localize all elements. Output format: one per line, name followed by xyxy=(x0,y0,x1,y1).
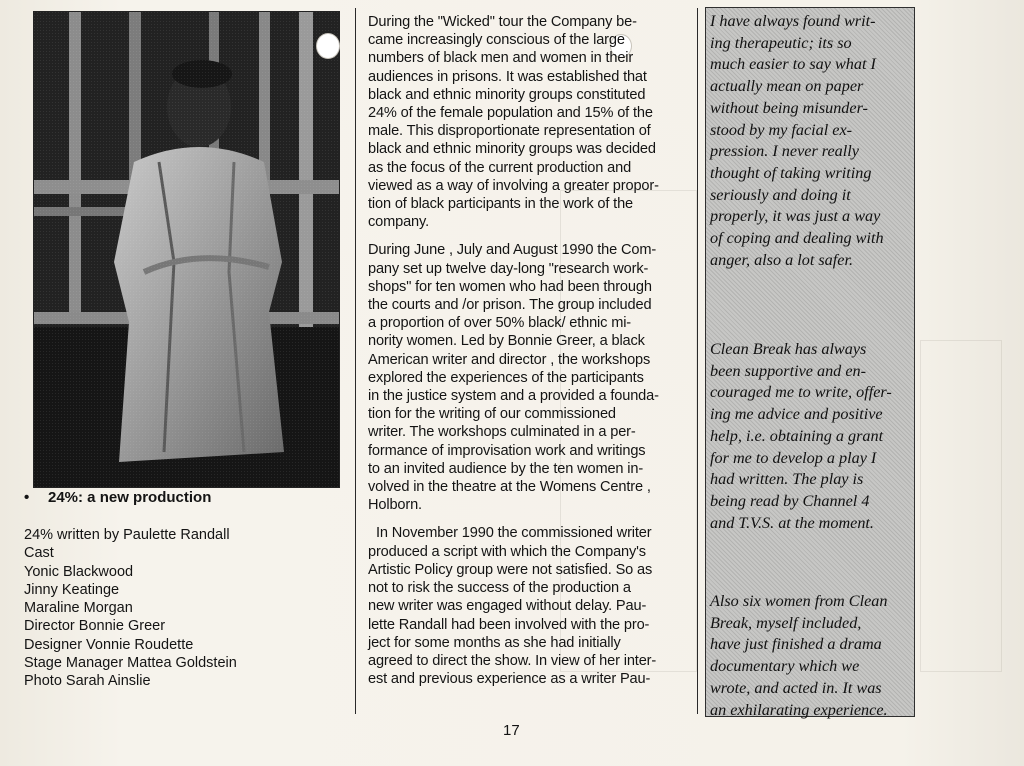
quote-line: seriously and doing it xyxy=(710,185,851,204)
text-line: explored the experiences of the participants xyxy=(368,369,644,386)
quote-line: pression. I never really xyxy=(710,142,859,161)
credit-line: Photo Sarah Ainslie xyxy=(24,673,151,690)
testimonial-quote-1 xyxy=(710,11,884,271)
text-line: During the "Wicked" tour the Company be- xyxy=(368,14,637,30)
text-line: lette Randall had been involved with the pro- xyxy=(368,616,650,633)
quote-line: without being misunder- xyxy=(710,98,868,117)
credit-line: Cast xyxy=(24,545,54,562)
quote-line: help, i.e. obtaining a grant xyxy=(710,426,884,445)
text-line: male. This disproportionate representation of xyxy=(368,123,651,140)
credit-line: Yonic Blackwood xyxy=(24,563,134,580)
text-line: American writer and director , the workshops xyxy=(368,351,651,368)
text-line: the courts and /or prison. The group included xyxy=(368,297,652,314)
text-line: to an invited audience by the ten women in- xyxy=(368,460,644,477)
quote-line: for me to develop a play I xyxy=(710,448,877,467)
text-line: black and ethnic minority groups was decided xyxy=(368,141,656,158)
quote-line: have just finished a drama xyxy=(710,635,882,654)
text-line: new writer was engaged without delay. Pau- xyxy=(368,598,647,615)
quote-line: ing me advice and positive xyxy=(710,405,883,424)
quote-line: ing therapeutic; its so xyxy=(710,33,852,52)
quote-line: Also six women from Clean xyxy=(710,592,888,610)
quote-line: I have always found writ- xyxy=(710,12,876,30)
text-line: black and ethnic minority groups constituted xyxy=(368,86,646,103)
quote-line: been supportive and en- xyxy=(710,361,866,380)
text-line: Holborn. xyxy=(368,497,422,514)
performer-photo xyxy=(33,11,340,488)
text-line: ject for some months as she had initially xyxy=(368,634,621,651)
text-line: shops" for ten women who had been through xyxy=(368,278,652,295)
testimonial-quote-2 xyxy=(710,339,892,534)
quote-line: Clean Break has always xyxy=(710,340,867,358)
quote-line: properly, it was just a way xyxy=(710,207,881,226)
text-line: company. xyxy=(368,214,429,231)
column-rule-left xyxy=(355,8,356,714)
credit-line: 24% written by Paulette Randall xyxy=(24,527,230,543)
text-line: came increasingly conscious of the large xyxy=(368,32,625,49)
text-line: writer. The workshops culminated in a per- xyxy=(368,424,636,441)
text-line: not to risk the success of the production a xyxy=(368,580,631,597)
quote-line: stood by my facial ex- xyxy=(710,120,853,139)
quote-line: being read by Channel 4 xyxy=(710,491,870,510)
bleed-through-shape xyxy=(920,340,1002,672)
testimonial-box xyxy=(705,7,915,717)
text-line: as the focus of the current production and xyxy=(368,159,632,176)
text-line: formance of improvisation work and writings xyxy=(368,442,646,459)
text-line: tion for the writing of our commissioned xyxy=(368,406,616,423)
text-line: a proportion of over 50% black/ ethnic mi- xyxy=(368,315,632,332)
quote-line: Break, myself included, xyxy=(710,613,862,632)
credit-line: Maraline Morgan xyxy=(24,600,133,617)
quote-line: couraged me to write, offer- xyxy=(710,383,892,402)
text-line: nority women. Led by Bonnie Greer, a black xyxy=(368,333,645,350)
quote-line: anger, also a lot safer. xyxy=(710,250,853,269)
text-line: audiences in prisons. It was established that xyxy=(368,68,647,85)
production-credits xyxy=(24,526,344,691)
quote-line: much easier to say what I xyxy=(710,55,876,74)
text-line: viewed as a way of involving a greater propor- xyxy=(368,177,659,194)
quote-line: and T.V.S. at the moment. xyxy=(710,513,874,532)
article-paragraph-2 xyxy=(368,241,688,514)
text-line: produced a script with which the Company's xyxy=(368,543,646,560)
punch-hole xyxy=(316,33,340,59)
performer-photo-image xyxy=(34,12,339,487)
credit-line: Director Bonnie Greer xyxy=(24,618,166,635)
text-line: During June , July and August 1990 the Com- xyxy=(368,242,657,259)
article-paragraph-1 xyxy=(368,13,688,231)
text-line: tion of black participants in the work of the xyxy=(368,196,634,213)
text-line: 24% of the female population and 15% of the xyxy=(368,105,653,122)
text-line: agreed to direct the show. In view of her inter- xyxy=(368,652,657,669)
quote-line: of coping and dealing with xyxy=(710,229,884,248)
article-paragraph-3 xyxy=(368,524,688,688)
text-line: In November 1990 the commissioned writer xyxy=(376,525,652,542)
quote-line: wrote, and acted in. It was xyxy=(710,678,882,697)
caption-bullet: • xyxy=(24,489,30,506)
article-column xyxy=(368,13,688,698)
text-line: Artistic Policy group were not satisfied. So as xyxy=(368,561,653,578)
page-number: 17 xyxy=(503,722,520,739)
text-line: pany set up twelve day-long "research work- xyxy=(368,260,649,277)
quote-line: thought of taking writing xyxy=(710,163,872,182)
text-line: volved in the theatre at the Womens Centre , xyxy=(368,479,651,496)
photo-caption xyxy=(24,488,324,508)
quote-line: documentary which we xyxy=(710,657,860,676)
credit-line: Stage Manager Mattea Goldstein xyxy=(24,655,237,672)
quote-line: actually mean on paper xyxy=(710,77,864,96)
credit-line: Jinny Keatinge xyxy=(24,581,120,598)
caption-title: 24%: a new production xyxy=(48,489,212,506)
quote-line: had written. The play is xyxy=(710,470,864,489)
text-line: est and previous experience as a writer Pau- xyxy=(368,671,651,688)
testimonial-quote-3 xyxy=(710,591,888,721)
text-line: numbers of black men and women in their xyxy=(368,50,634,67)
credit-line: Designer Vonnie Roudette xyxy=(24,636,194,653)
quote-line: an exhilarating experience. xyxy=(710,700,888,719)
text-line: in the justice system and a provided a founda- xyxy=(368,388,659,405)
column-rule-right xyxy=(697,8,698,714)
